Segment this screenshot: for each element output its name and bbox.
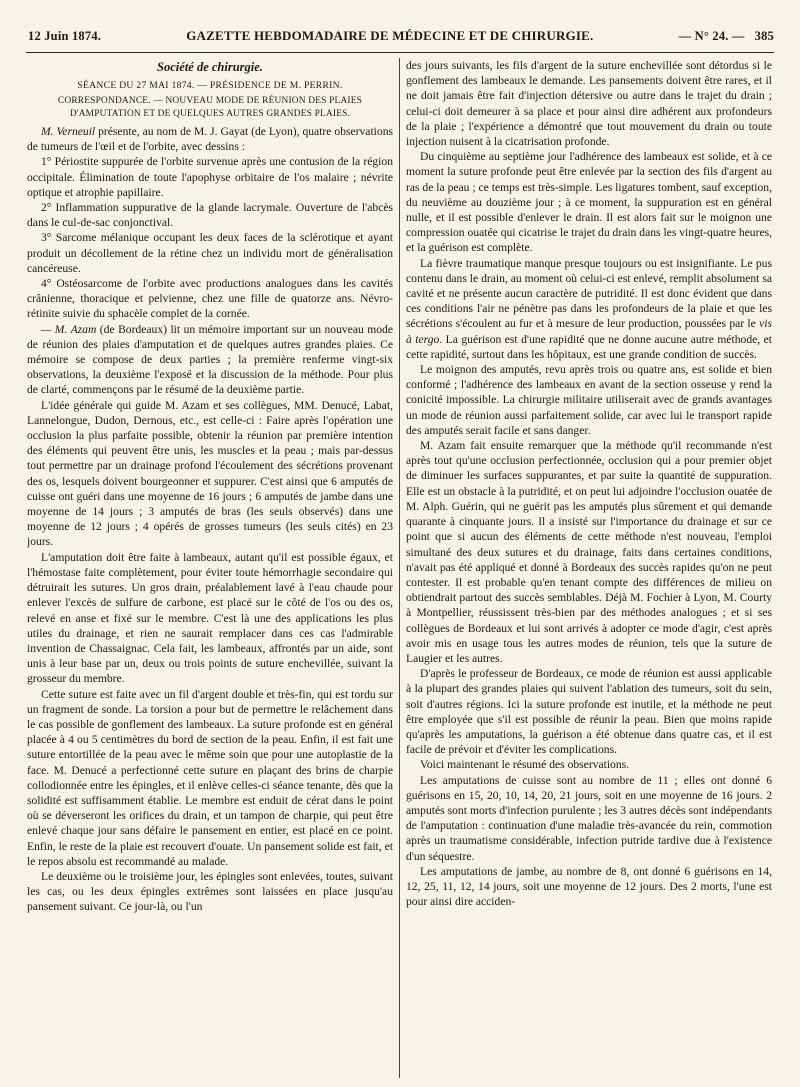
paragraph: L'idée générale qui guide M. Azam et ses collègues, MM. Denucé, Labat, Lannelongue, Dudon, Dernous, etc., est celle-ci : Faire après l'opération une occlusion la plus parfaite possible, obtenir la réunion par première intention des éléments qui peuvent être unis, les muscles et la peau ; mais par-dessus tout permettre par un drainage profond l'écoulement des sécrétions provenant des os, lesquels doivent bourgeonner et suppurer. C'est ainsi que 6 amputés de cuisse ont guéri dans une moyenne de 16 jours ; 6 amputés de jambe dans une moyenne de 14 jours ; 3 amputés de bras (les seuls observés) dans une moyenne de 12 jours ; 4 opérés de grosses tumeurs (les seuls cités) en 23 jours. bbox=[27, 398, 393, 549]
paragraph: M. Verneuil présente, au nom de M. J. Gayat (de Lyon), quatre observations de tumeurs de l'œil et de l'orbite, avec dessins : bbox=[27, 125, 393, 154]
section-title: Société de chirurgie. bbox=[157, 60, 263, 74]
header-rule bbox=[26, 52, 774, 53]
header-issue-page bbox=[679, 29, 774, 44]
running-header bbox=[28, 28, 774, 50]
session-line: SÉANCE DU 27 MAI 1874. — PRÉSIDENCE DE M. PERRIN. bbox=[77, 80, 343, 92]
left-column bbox=[27, 58, 393, 1080]
header-issue: — N° 24. — bbox=[678, 29, 745, 43]
correspondence-line: CORRESPONDANCE. — NOUVEAU MODE DE RÉUNION DES PLAIES D'AMPUTATION ET DE QUELQUES AUTRES GRANDES PLAIES. bbox=[57, 96, 363, 120]
author-name: — M. Azam bbox=[41, 322, 97, 336]
header-page-number: 385 bbox=[754, 29, 774, 43]
paragraph: Le deuxième ou le troisième jour, les épingles sont enlevées, toutes, suivant les cas, ou les deux épingles extrêmes sont laissées en place jusqu'au pansement suivant. Ce jour-là, ou l'un bbox=[27, 869, 393, 914]
right-column bbox=[406, 58, 772, 1080]
paragraph: M. Azam fait ensuite remarquer que la méthode qu'il recommande n'est après tout qu'une occlusion perfectionnée, occlusion qui a pour premier objet de diminuer les surfaces suppurantes, et par suite la quantité de suppuration. Elle est un obstacle à la putridité, et on peut lui adjoindre l'occlusion ouatée de M. Alph. Guérin, qui ne guérit pas les amputés plus sûrement et qui demande quarante à cinquante jours. Il a insisté sur l'importance du drainage et sur ce point que si aucun des éléments de cette méthode n'est nouveau, l'emploi simultané des deux sutures et du drainage, faits dans certaines conditions, n'avait pas été appliqué et donné à Bordeaux des succès rapides qu'on ne peut contester. Il est probable qu'en tenant compte des différences de milieu on obtiendrait partout des succès semblables. Déjà M. Fochier à Lyon, M. Courty à Montpellier, réussissent très-bien par des méthodes analogues ; et si ses collègues de Bordeaux et lui sont arrivés à adopter ce mode d'agir, c'est après avoir mis en usage tous les autres modes de réunion, tels que la suture de Laugier et les autres. bbox=[406, 439, 772, 665]
paragraph: — M. Azam (de Bordeaux) lit un mémoire important sur un nouveau mode de réunion des plaies d'amputation et de quelques autres grandes plaies. Ce mémoire se compose de deux parties ; la première renferme vingt-six observations, la deuxième l'exposé et la discussion de la méthode. Pour plus de clarté, commençons par le résumé de la deuxième partie. bbox=[27, 322, 393, 397]
paragraph: Du cinquième au septième jour l'adhérence des lambeaux est solide, et à ce moment la suture profonde peut être enlevée par la section des fils d'argent au ras de la peau ; ce temps est très-simple. Les ligatures tombent, sauf exception, du neuvième au douzième jour ; à ce moment, la suppuration est en général nulle, et il est possible d'enlever le drain. Il est alors fait sur le moignon une compression ouatée qui cicatrise le trajet du drain dans les vingt-quatre heures, et la guérison est complète. bbox=[406, 150, 772, 255]
paragraph: Voici maintenant le résumé des observations. bbox=[420, 758, 630, 772]
paragraph: Cette suture est faite avec un fil d'argent double et très-fin, qui est tordu sur un fragment de sonde. La torsion a pour but de permettre le relâchement dans le cas possible de gonflement des lambeaux. La suture profonde est en général placée à 4 ou 5 centimètres du bord de section de la peau. Enfin, il est fait une suture entortillée de la peau avec le même soin que pour une autoplastie de la face. M. Denucé a perfectionné cette suture en plaçant des brins de charpie collodionnée entre les épingles, et il enlève celles-ci séance tenante, dès que la solidité est suffisamment établie. Le membre est enduit de cérat dans le point où se déverseront les orifices du drain, et un tampon de charpie, qui peut être enlevé chaque jour sans défaire le pansement en entier, est placé en ce point. Enfin, le reste de la plaie est recouvert d'ouate. Un pansement solide est fait, et le repos absolu est recommandé au malade. bbox=[27, 687, 393, 868]
author-name: M. Verneuil bbox=[41, 125, 96, 138]
header-date: 12 Juin 1874. bbox=[28, 29, 102, 43]
paragraph: 4° Ostéosarcome de l'orbite avec productions analogues dans les cavités crânienne, thoracique et pelvienne, chez une fille de quatorze ans. Névro-rétinite suivie du sphacèle complet de la cornée. bbox=[27, 277, 393, 321]
paragraph: Les amputations de cuisse sont au nombre de 11 ; elles ont donné 6 guérisons en 15, 20, 10, 14, 20, 21 jours, soit en une moyenne de 16 jours. 2 amputés sont morts d'infection purulente ; les 3 autres décès sont indépendants de l'amputation : continuation d'une maladie très-avancée du rein, commotion après un traumatisme considérable, infection putride tardive due à l'existence d'un séquestre. bbox=[406, 773, 772, 863]
paragraph: Le moignon des amputés, revu après trois ou quatre ans, est solide et bien conformé ; l'adhérence des lambeaux en avant de la section osseuse y rend la conicité impossible. La chirurgie militaire utiliserait avec de grands avantages un mode de réunion aussi parfaitement solide, car avec lui le transport rapide des amputés serait facile et sans danger. bbox=[406, 363, 772, 437]
paragraph: L'amputation doit être faite à lambeaux, autant qu'il est possible égaux, et l'hémostase faite complètement, pour éviter toute hémorrhagie secondaire qui détruirait les sutures. Un gros drain, préalablement lavé à l'eau chaude pour enlever l'excès de sulfure de carbone, est placé sur le côté de l'os ou des os, relevé en anse et fixé sur le membre. C'est là une des applications les plus utiles du drainage, et rien ne saurait remplacer dans ces cas l'admirable invention de Chassaignac. Cela fait, les lambeaux, affrontés par un aide, sont unis à leur base par un, deux ou trois points de suture enchevillée, suivant la grosseur du membre. bbox=[27, 550, 393, 686]
paragraph: des jours suivants, les fils d'argent de la suture enchevillée sont détordus si le gonflement des lambeaux le demande. Les pansements doivent être rares, et il ne doit jamais être fait d'injection détersive ou autre dans le trajet du drain ; celui-ci doit demeurer à sa place et pour ainsi dire adhérent aux profondeurs de la plaie ; l'expérience a démontré que tout mouvement du drain ou toute injection nuisent à la cicatrisation profonde. bbox=[406, 59, 772, 149]
paragraph: La fièvre traumatique manque presque toujours ou est insignifiante. Le pus contenu dans le drain, au moment où celui-ci est enlevé, remplit absolument sa cavité et ne présente aucun caractère de putridité. Il est donc évident que dans ces conditions l'air ne pénètre pas dans les profondeurs de la plaie et que les sécrétions s'écoulent au fur et à mesure de leur production, poussées par le vis à tergo. La guérison est d'une rapidité que ne donne aucune autre méthode, et cette rapidité, surtout dans les hôpitaux, est une grande condition de succès. bbox=[406, 256, 772, 361]
column-separator bbox=[399, 58, 400, 1078]
header-journal-title: GAZETTE HEBDOMADAIRE DE MÉDECINE ET DE CHIRURGIE. bbox=[186, 28, 594, 43]
latin-phrase: vis à tergo bbox=[406, 317, 772, 346]
paragraph: 2° Inflammation suppurative de la glande lacrymale. Ouverture de l'abcès dans le cul-de-sac conjonctival. bbox=[27, 201, 393, 230]
paragraph: 3° Sarcome mélanique occupant les deux faces de la sclérotique et ayant produit un décollement de la rétine chez un individu mort de généralisation cancéreuse. bbox=[27, 231, 393, 275]
paragraph: D'après le professeur de Bordeaux, ce mode de réunion est aussi applicable à la plupart des grandes plaies qui suivent l'ablation des tumeurs, soit du sein, soit d'autres régions. Ici la suture profonde est inutile, et la méthode ne peut être employée que s'il est possible de réunir la peau. Bien que moins rapide qu'après les amputations, la guérison a été obtenue dans quatre cas, et il est facile de prévoir et d'éviter les complications. bbox=[406, 667, 772, 757]
paragraph: Les amputations de jambe, au nombre de 8, ont donné 6 guérisons en 14, 12, 25, 11, 12, 14 jours, soit une moyenne de 12 jours. Des 2 morts, l'une est pour ainsi dire acciden- bbox=[406, 864, 772, 909]
paragraph: 1° Périostite suppurée de l'orbite survenue après une contusion de la région occipitale. Élimination de toute l'apophyse orbitaire de l'os malaire ; névrite optique et atrophie papillaire. bbox=[27, 155, 393, 199]
